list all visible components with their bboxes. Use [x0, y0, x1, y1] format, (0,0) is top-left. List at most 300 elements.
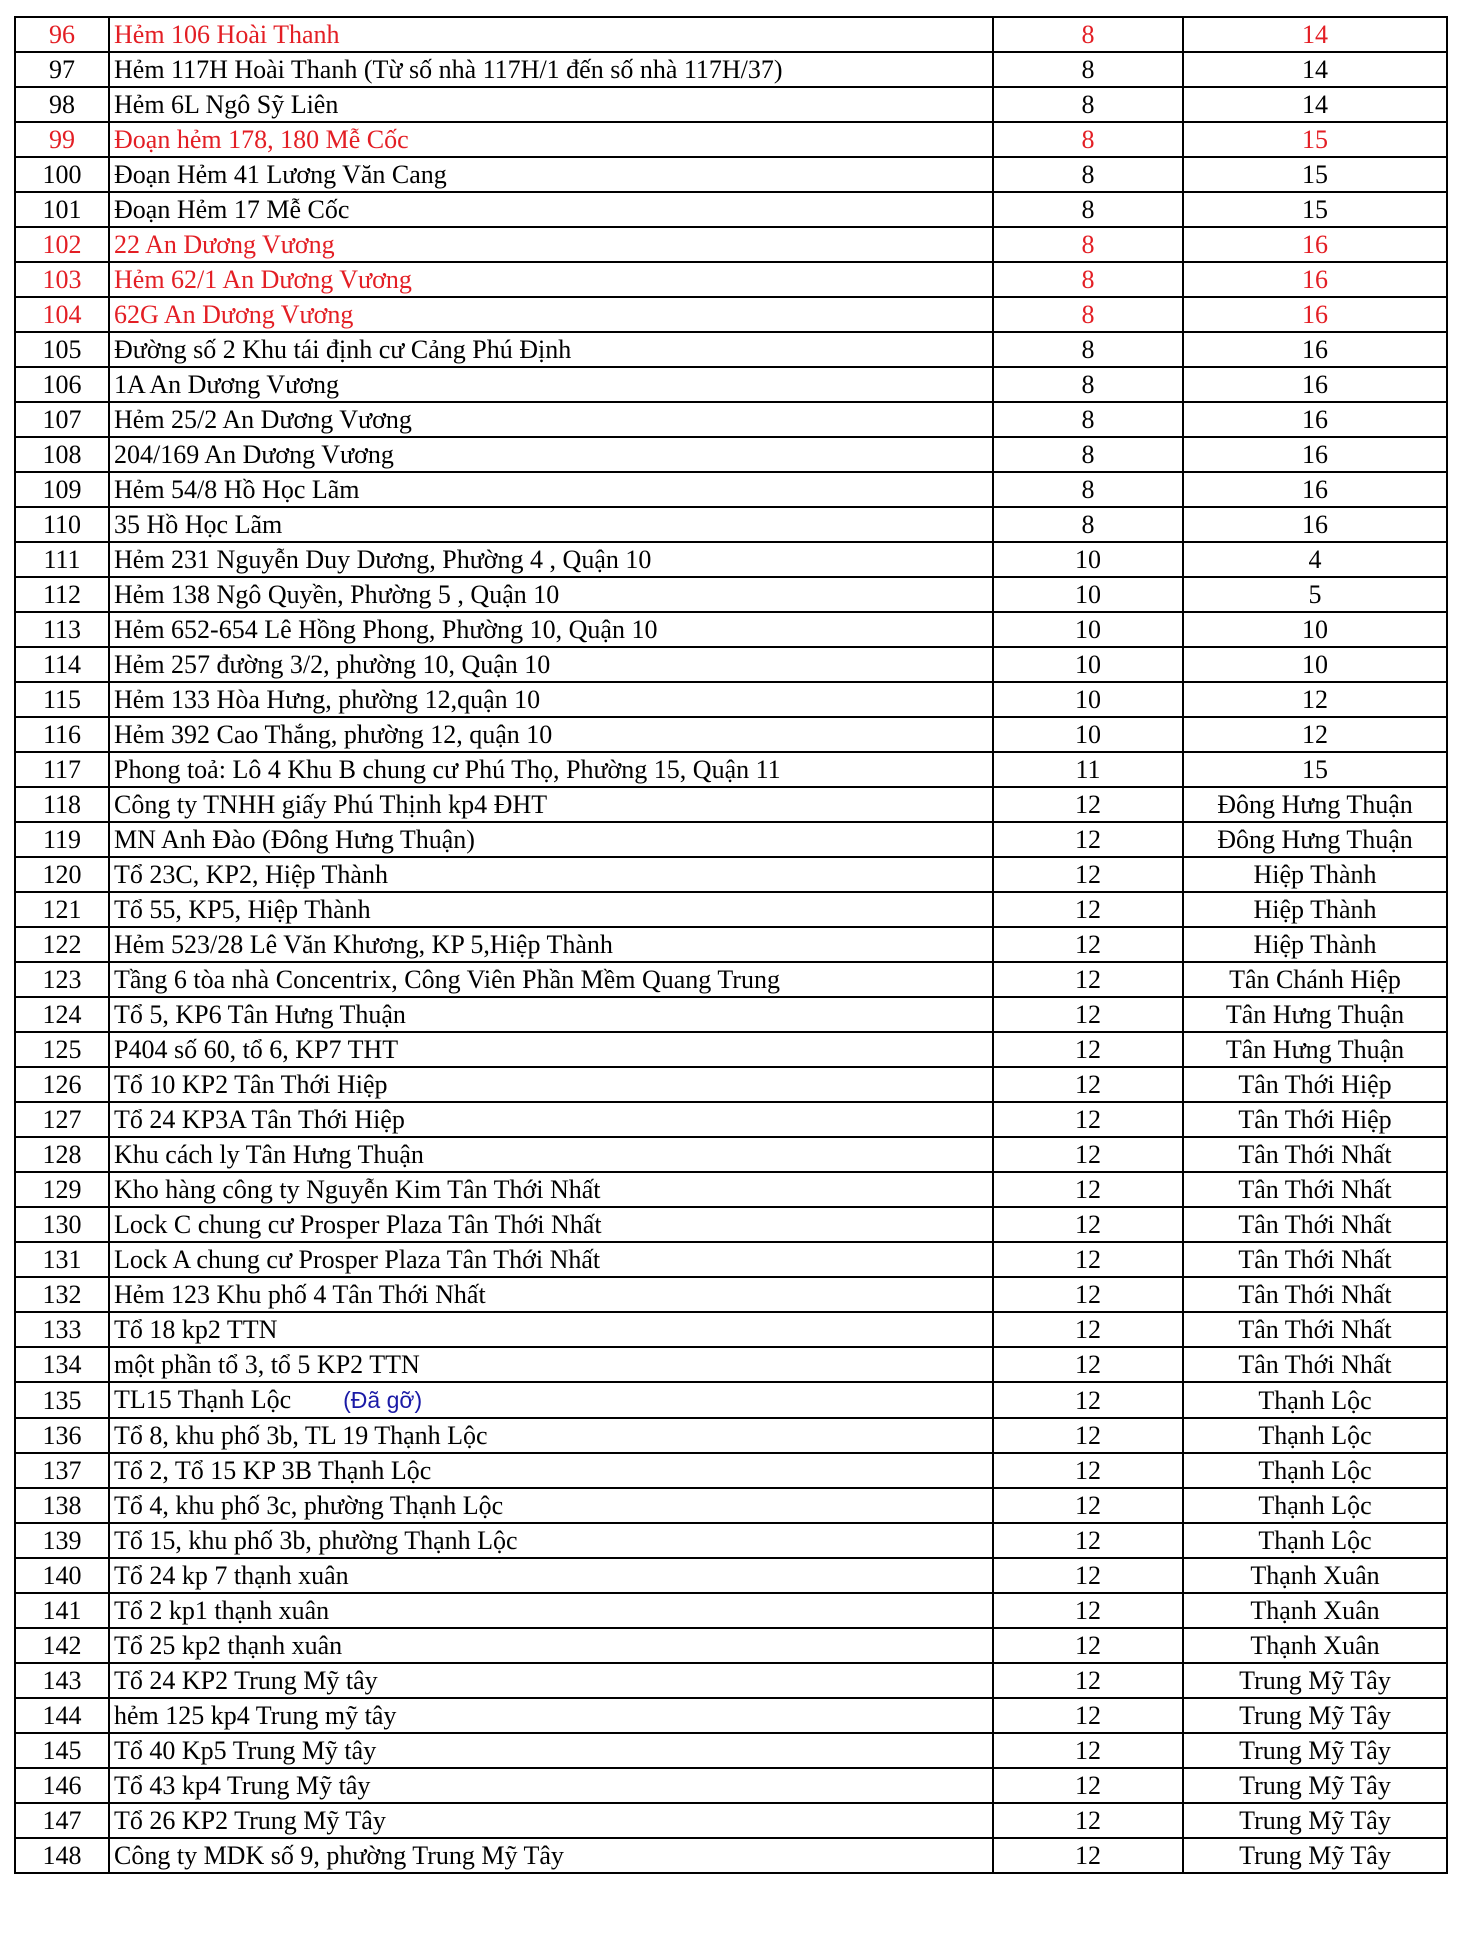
district-cell: 8	[993, 227, 1183, 262]
location-name: Hẻm 257 đường 3/2, phường 10, Quận 10	[114, 650, 551, 679]
district-cell: 12	[993, 997, 1183, 1032]
location-name: Kho hàng công ty Nguyễn Kim Tân Thới Nhất	[114, 1175, 601, 1204]
location-cell	[109, 892, 993, 927]
row-number-cell: 145	[15, 1733, 109, 1768]
district-cell: 10	[993, 682, 1183, 717]
location-cell	[109, 787, 993, 822]
location-name: Công ty MDK số 9, phường Trung Mỹ Tây	[114, 1841, 564, 1870]
location-name: Hẻm 138 Ngô Quyền, Phường 5 , Quận 10	[114, 580, 560, 609]
district-cell: 10	[993, 647, 1183, 682]
location-name: Đoạn hẻm 178, 180 Mễ Cốc	[114, 125, 409, 154]
district-cell: 10	[993, 612, 1183, 647]
table-row	[15, 822, 1447, 857]
row-number-cell: 108	[15, 437, 109, 472]
table-row	[15, 262, 1447, 297]
location-name: Lock A chung cư Prosper Plaza Tân Thới Nhất	[114, 1245, 601, 1274]
table-row	[15, 1453, 1447, 1488]
district-cell: 12	[993, 1523, 1183, 1558]
table-row	[15, 997, 1447, 1032]
row-number-cell: 120	[15, 857, 109, 892]
table-row	[15, 87, 1447, 122]
row-number-cell: 111	[15, 542, 109, 577]
location-cell	[109, 262, 993, 297]
table-row	[15, 157, 1447, 192]
district-cell: 8	[993, 367, 1183, 402]
row-number-cell: 144	[15, 1698, 109, 1733]
ward-cell: 12	[1183, 717, 1447, 752]
row-number-cell: 101	[15, 192, 109, 227]
ward-cell: Trung Mỹ Tây	[1183, 1768, 1447, 1803]
row-number-cell: 118	[15, 787, 109, 822]
location-name: Tổ 24 KP2 Trung Mỹ tây	[114, 1666, 378, 1695]
location-cell	[109, 1102, 993, 1137]
row-number-cell: 131	[15, 1242, 109, 1277]
row-number-cell: 143	[15, 1663, 109, 1698]
row-number-cell: 119	[15, 822, 109, 857]
location-cell	[109, 752, 993, 787]
row-number-cell: 132	[15, 1277, 109, 1312]
location-name: P404 số 60, tổ 6, KP7 THT	[114, 1035, 399, 1064]
location-name: Phong toả: Lô 4 Khu B chung cư Phú Thọ, Phường 15, Quận 11	[114, 755, 781, 784]
ward-cell: Hiệp Thành	[1183, 927, 1447, 962]
district-cell: 12	[993, 962, 1183, 997]
ward-cell: Tân Hưng Thuận	[1183, 1032, 1447, 1067]
ward-cell: Tân Thới Nhất	[1183, 1347, 1447, 1382]
location-name: 35 Hồ Học Lãm	[114, 510, 283, 539]
ward-cell: Thạnh Xuân	[1183, 1628, 1447, 1663]
location-name: Tổ 2, Tổ 15 KP 3B Thạnh Lộc	[114, 1456, 432, 1485]
location-name: MN Anh Đào (Đông Hưng Thuận)	[114, 825, 475, 854]
ward-cell: 16	[1183, 297, 1447, 332]
table-row	[15, 752, 1447, 787]
location-name: Hẻm 6L Ngô Sỹ Liên	[114, 90, 339, 119]
ward-cell: 15	[1183, 192, 1447, 227]
location-name: Hẻm 652-654 Lê Hồng Phong, Phường 10, Quận 10	[114, 615, 658, 644]
table-row	[15, 892, 1447, 927]
row-number-cell: 115	[15, 682, 109, 717]
ward-cell: Trung Mỹ Tây	[1183, 1838, 1447, 1873]
ward-cell: Thạnh Lộc	[1183, 1382, 1447, 1418]
table-row	[15, 1488, 1447, 1523]
location-cell	[109, 367, 993, 402]
row-number-cell: 117	[15, 752, 109, 787]
location-name: Khu cách ly Tân Hưng Thuận	[114, 1140, 424, 1169]
location-cell	[109, 612, 993, 647]
location-cell	[109, 1593, 993, 1628]
row-number-cell: 127	[15, 1102, 109, 1137]
table-row	[15, 1207, 1447, 1242]
district-cell: 12	[993, 1803, 1183, 1838]
table-row	[15, 1698, 1447, 1733]
location-cell	[109, 1488, 993, 1523]
location-cell	[109, 472, 993, 507]
table-row	[15, 1523, 1447, 1558]
location-cell	[109, 507, 993, 542]
ward-cell: Trung Mỹ Tây	[1183, 1663, 1447, 1698]
district-cell: 12	[993, 822, 1183, 857]
table-row	[15, 717, 1447, 752]
location-cell	[109, 682, 993, 717]
table-row	[15, 192, 1447, 227]
ward-cell: 10	[1183, 612, 1447, 647]
row-number-cell: 123	[15, 962, 109, 997]
row-number-cell: 135	[15, 1382, 109, 1418]
ward-cell: Tân Thới Nhất	[1183, 1172, 1447, 1207]
row-number-cell: 130	[15, 1207, 109, 1242]
location-name: Lock C chung cư Prosper Plaza Tân Thới Nhất	[114, 1210, 602, 1239]
location-cell	[109, 927, 993, 962]
district-cell: 10	[993, 542, 1183, 577]
table-row	[15, 682, 1447, 717]
row-number-cell: 133	[15, 1312, 109, 1347]
location-name: Tổ 10 KP2 Tân Thới Hiệp	[114, 1070, 388, 1099]
location-cell	[109, 52, 993, 87]
district-cell: 12	[993, 1067, 1183, 1102]
ward-cell: Thạnh Lộc	[1183, 1523, 1447, 1558]
location-name: TL15 Thạnh Lộc	[114, 1385, 292, 1414]
table-row	[15, 542, 1447, 577]
row-number-cell: 105	[15, 332, 109, 367]
location-cell	[109, 1418, 993, 1453]
table-row	[15, 297, 1447, 332]
ward-cell: 14	[1183, 87, 1447, 122]
ward-cell: Thạnh Lộc	[1183, 1488, 1447, 1523]
ward-cell: Thạnh Xuân	[1183, 1558, 1447, 1593]
location-cell	[109, 122, 993, 157]
ward-cell: 10	[1183, 647, 1447, 682]
location-name: 22 An Dương Vương	[114, 230, 335, 259]
table-row	[15, 647, 1447, 682]
table-row	[15, 52, 1447, 87]
district-cell: 12	[993, 892, 1183, 927]
location-name: Hẻm 123 Khu phố 4 Tân Thới Nhất	[114, 1280, 486, 1309]
location-cell	[109, 1698, 993, 1733]
table-body	[15, 17, 1447, 1873]
row-number-cell: 121	[15, 892, 109, 927]
location-name: một phần tổ 3, tổ 5 KP2 TTN	[114, 1350, 420, 1379]
location-cell	[109, 297, 993, 332]
district-cell: 12	[993, 1172, 1183, 1207]
location-cell	[109, 1453, 993, 1488]
row-number-cell: 142	[15, 1628, 109, 1663]
district-cell: 10	[993, 577, 1183, 612]
row-number-cell: 109	[15, 472, 109, 507]
location-name: Tổ 43 kp4 Trung Mỹ tây	[114, 1771, 371, 1800]
table-row	[15, 1593, 1447, 1628]
district-cell: 8	[993, 52, 1183, 87]
district-cell: 12	[993, 1207, 1183, 1242]
location-name: 1A An Dương Vương	[114, 370, 339, 399]
location-name: Tổ 24 kp 7 thạnh xuân	[114, 1561, 349, 1590]
district-cell: 12	[993, 1312, 1183, 1347]
district-cell: 12	[993, 1032, 1183, 1067]
table-row	[15, 612, 1447, 647]
ward-cell: Thạnh Lộc	[1183, 1453, 1447, 1488]
row-number-cell: 139	[15, 1523, 109, 1558]
ward-cell: Đông Hưng Thuận	[1183, 822, 1447, 857]
location-name: Tổ 15, khu phố 3b, phường Thạnh Lộc	[114, 1526, 518, 1555]
table-row	[15, 1347, 1447, 1382]
location-cell	[109, 997, 993, 1032]
location-cell	[109, 402, 993, 437]
table-row	[15, 1242, 1447, 1277]
district-cell: 12	[993, 1277, 1183, 1312]
ward-cell: Trung Mỹ Tây	[1183, 1733, 1447, 1768]
status-note: (Đã gỡ)	[343, 1387, 423, 1413]
table-row	[15, 962, 1447, 997]
row-number-cell: 110	[15, 507, 109, 542]
location-name: Tầng 6 tòa nhà Concentrix, Công Viên Phần Mềm Quang Trung	[114, 965, 780, 994]
table-row	[15, 507, 1447, 542]
table-row	[15, 857, 1447, 892]
district-cell: 8	[993, 157, 1183, 192]
location-cell	[109, 822, 993, 857]
district-cell: 12	[993, 1453, 1183, 1488]
district-cell: 8	[993, 472, 1183, 507]
table-row	[15, 227, 1447, 262]
district-cell: 8	[993, 437, 1183, 472]
row-number-cell: 106	[15, 367, 109, 402]
location-cell	[109, 192, 993, 227]
district-cell: 8	[993, 192, 1183, 227]
location-cell	[109, 1768, 993, 1803]
table-row	[15, 1172, 1447, 1207]
location-cell	[109, 1137, 993, 1172]
location-cell	[109, 647, 993, 682]
district-cell: 8	[993, 402, 1183, 437]
district-cell: 12	[993, 1698, 1183, 1733]
table-row	[15, 1312, 1447, 1347]
location-name: Hẻm 106 Hoài Thanh	[114, 20, 340, 49]
ward-cell: 16	[1183, 332, 1447, 367]
table-row	[15, 1838, 1447, 1873]
row-number-cell: 103	[15, 262, 109, 297]
row-number-cell: 107	[15, 402, 109, 437]
district-cell: 12	[993, 1838, 1183, 1873]
district-cell: 8	[993, 87, 1183, 122]
table-row	[15, 1558, 1447, 1593]
location-cell	[109, 332, 993, 367]
ward-cell: Hiệp Thành	[1183, 892, 1447, 927]
district-cell: 12	[993, 1558, 1183, 1593]
table-row	[15, 332, 1447, 367]
location-name: Tổ 2 kp1 thạnh xuân	[114, 1596, 330, 1625]
district-cell: 11	[993, 752, 1183, 787]
district-cell: 12	[993, 1418, 1183, 1453]
district-cell: 12	[993, 1593, 1183, 1628]
ward-cell: Tân Chánh Hiệp	[1183, 962, 1447, 997]
ward-cell: Tân Thới Hiệp	[1183, 1067, 1447, 1102]
location-cell	[109, 437, 993, 472]
table-row	[15, 787, 1447, 822]
row-number-cell: 128	[15, 1137, 109, 1172]
location-name: Tổ 4, khu phố 3c, phường Thạnh Lộc	[114, 1491, 504, 1520]
location-name: Đoạn Hẻm 17 Mễ Cốc	[114, 195, 350, 224]
table-row	[15, 1102, 1447, 1137]
district-cell: 8	[993, 507, 1183, 542]
table-row	[15, 1137, 1447, 1172]
row-number-cell: 99	[15, 122, 109, 157]
location-name: Đoạn Hẻm 41 Lương Văn Cang	[114, 160, 447, 189]
district-cell: 12	[993, 1137, 1183, 1172]
location-cell	[109, 1628, 993, 1663]
row-number-cell: 96	[15, 17, 109, 52]
table-row	[15, 17, 1447, 52]
ward-cell: 16	[1183, 227, 1447, 262]
row-number-cell: 125	[15, 1032, 109, 1067]
ward-cell: Tân Thới Nhất	[1183, 1242, 1447, 1277]
table-row	[15, 1768, 1447, 1803]
location-name: Tổ 26 KP2 Trung Mỹ Tây	[114, 1806, 386, 1835]
ward-cell: 16	[1183, 367, 1447, 402]
table-row	[15, 1418, 1447, 1453]
district-cell: 8	[993, 262, 1183, 297]
ward-cell: 5	[1183, 577, 1447, 612]
table-row	[15, 1663, 1447, 1698]
district-cell: 8	[993, 122, 1183, 157]
location-name: Hẻm 523/28 Lê Văn Khương, KP 5,Hiệp Thành	[114, 930, 613, 959]
row-number-cell: 141	[15, 1593, 109, 1628]
district-cell: 8	[993, 332, 1183, 367]
ward-cell: Hiệp Thành	[1183, 857, 1447, 892]
table-row	[15, 1628, 1447, 1663]
ward-cell: 12	[1183, 682, 1447, 717]
row-number-cell: 137	[15, 1453, 109, 1488]
location-cell	[109, 1032, 993, 1067]
location-cell	[109, 1558, 993, 1593]
table-row	[15, 1277, 1447, 1312]
location-name: Hẻm 54/8 Hồ Học Lãm	[114, 475, 360, 504]
table-row	[15, 1803, 1447, 1838]
location-name: Hẻm 392 Cao Thắng, phường 12, quận 10	[114, 720, 553, 749]
location-cell	[109, 1663, 993, 1698]
table-row	[15, 472, 1447, 507]
row-number-cell: 102	[15, 227, 109, 262]
row-number-cell: 97	[15, 52, 109, 87]
district-cell: 12	[993, 1347, 1183, 1382]
ward-cell: Tân Thới Nhất	[1183, 1207, 1447, 1242]
ward-cell: Trung Mỹ Tây	[1183, 1803, 1447, 1838]
location-cell	[109, 962, 993, 997]
ward-cell: Thạnh Lộc	[1183, 1418, 1447, 1453]
row-number-cell: 147	[15, 1803, 109, 1838]
district-cell: 12	[993, 1768, 1183, 1803]
ward-cell: 14	[1183, 17, 1447, 52]
district-cell: 12	[993, 1663, 1183, 1698]
ward-cell: Tân Thới Nhất	[1183, 1277, 1447, 1312]
table-row	[15, 122, 1447, 157]
ward-cell: Đông Hưng Thuận	[1183, 787, 1447, 822]
row-number-cell: 114	[15, 647, 109, 682]
location-cell	[109, 1838, 993, 1873]
location-name: Tổ 25 kp2 thạnh xuân	[114, 1631, 343, 1660]
table-row	[15, 1032, 1447, 1067]
row-number-cell: 134	[15, 1347, 109, 1382]
location-cell	[109, 227, 993, 262]
location-name: Hẻm 117H Hoài Thanh (Từ số nhà 117H/1 đến số nhà 117H/37)	[114, 55, 783, 84]
location-cell	[109, 717, 993, 752]
table-row	[15, 1067, 1447, 1102]
location-cell	[109, 17, 993, 52]
row-number-cell: 148	[15, 1838, 109, 1873]
row-number-cell: 112	[15, 577, 109, 612]
row-number-cell: 138	[15, 1488, 109, 1523]
row-number-cell: 136	[15, 1418, 109, 1453]
location-name: Tổ 23C, KP2, Hiệp Thành	[114, 860, 388, 889]
location-name: Tổ 40 Kp5 Trung Mỹ tây	[114, 1736, 377, 1765]
district-cell: 12	[993, 1628, 1183, 1663]
row-number-cell: 146	[15, 1768, 109, 1803]
table-row	[15, 927, 1447, 962]
location-cell	[109, 1382, 993, 1418]
row-number-cell: 98	[15, 87, 109, 122]
location-name: Hẻm 25/2 An Dương Vương	[114, 405, 412, 434]
district-cell: 12	[993, 1382, 1183, 1418]
row-number-cell: 129	[15, 1172, 109, 1207]
ward-cell: 16	[1183, 262, 1447, 297]
location-name: Công ty TNHH giấy Phú Thịnh kp4 ĐHT	[114, 790, 548, 819]
location-cell	[109, 1172, 993, 1207]
location-name: Hẻm 62/1 An Dương Vương	[114, 265, 412, 294]
location-cell	[109, 577, 993, 612]
table-row	[15, 437, 1447, 472]
location-name: 62G An Dương Vương	[114, 300, 354, 329]
district-cell: 12	[993, 1488, 1183, 1523]
ward-cell: Tân Thới Hiệp	[1183, 1102, 1447, 1137]
ward-cell: 15	[1183, 157, 1447, 192]
location-name: Tổ 24 KP3A Tân Thới Hiệp	[114, 1105, 405, 1134]
table-row	[15, 577, 1447, 612]
location-name: Hẻm 231 Nguyễn Duy Dương, Phường 4 , Quận 10	[114, 545, 652, 574]
location-cell	[109, 1277, 993, 1312]
location-name: Hẻm 133 Hòa Hưng, phường 12,quận 10	[114, 685, 541, 714]
table-row	[15, 1382, 1447, 1418]
row-number-cell: 140	[15, 1558, 109, 1593]
district-cell: 8	[993, 17, 1183, 52]
location-cell	[109, 1207, 993, 1242]
row-number-cell: 122	[15, 927, 109, 962]
row-number-cell: 124	[15, 997, 109, 1032]
location-cell	[109, 87, 993, 122]
ward-cell: Tân Hưng Thuận	[1183, 997, 1447, 1032]
location-name: Đường số 2 Khu tái định cư Cảng Phú Định	[114, 335, 572, 364]
district-cell: 12	[993, 1102, 1183, 1137]
location-name: Tổ 5, KP6 Tân Hưng Thuận	[114, 1000, 406, 1029]
table-row	[15, 367, 1447, 402]
row-number-cell: 104	[15, 297, 109, 332]
ward-cell: 4	[1183, 542, 1447, 577]
ward-cell: 14	[1183, 52, 1447, 87]
location-cell	[109, 1312, 993, 1347]
table-row	[15, 1733, 1447, 1768]
row-number-cell: 113	[15, 612, 109, 647]
lockdown-locations-table	[14, 16, 1448, 1874]
location-cell	[109, 857, 993, 892]
location-cell	[109, 1803, 993, 1838]
district-cell: 8	[993, 297, 1183, 332]
ward-cell: 16	[1183, 437, 1447, 472]
location-cell	[109, 1523, 993, 1558]
row-number-cell: 126	[15, 1067, 109, 1102]
ward-cell: Tân Thới Nhất	[1183, 1312, 1447, 1347]
district-cell: 12	[993, 857, 1183, 892]
district-cell: 12	[993, 1733, 1183, 1768]
ward-cell: 15	[1183, 752, 1447, 787]
ward-cell: 16	[1183, 507, 1447, 542]
district-cell: 12	[993, 927, 1183, 962]
row-number-cell: 116	[15, 717, 109, 752]
ward-cell: 16	[1183, 402, 1447, 437]
